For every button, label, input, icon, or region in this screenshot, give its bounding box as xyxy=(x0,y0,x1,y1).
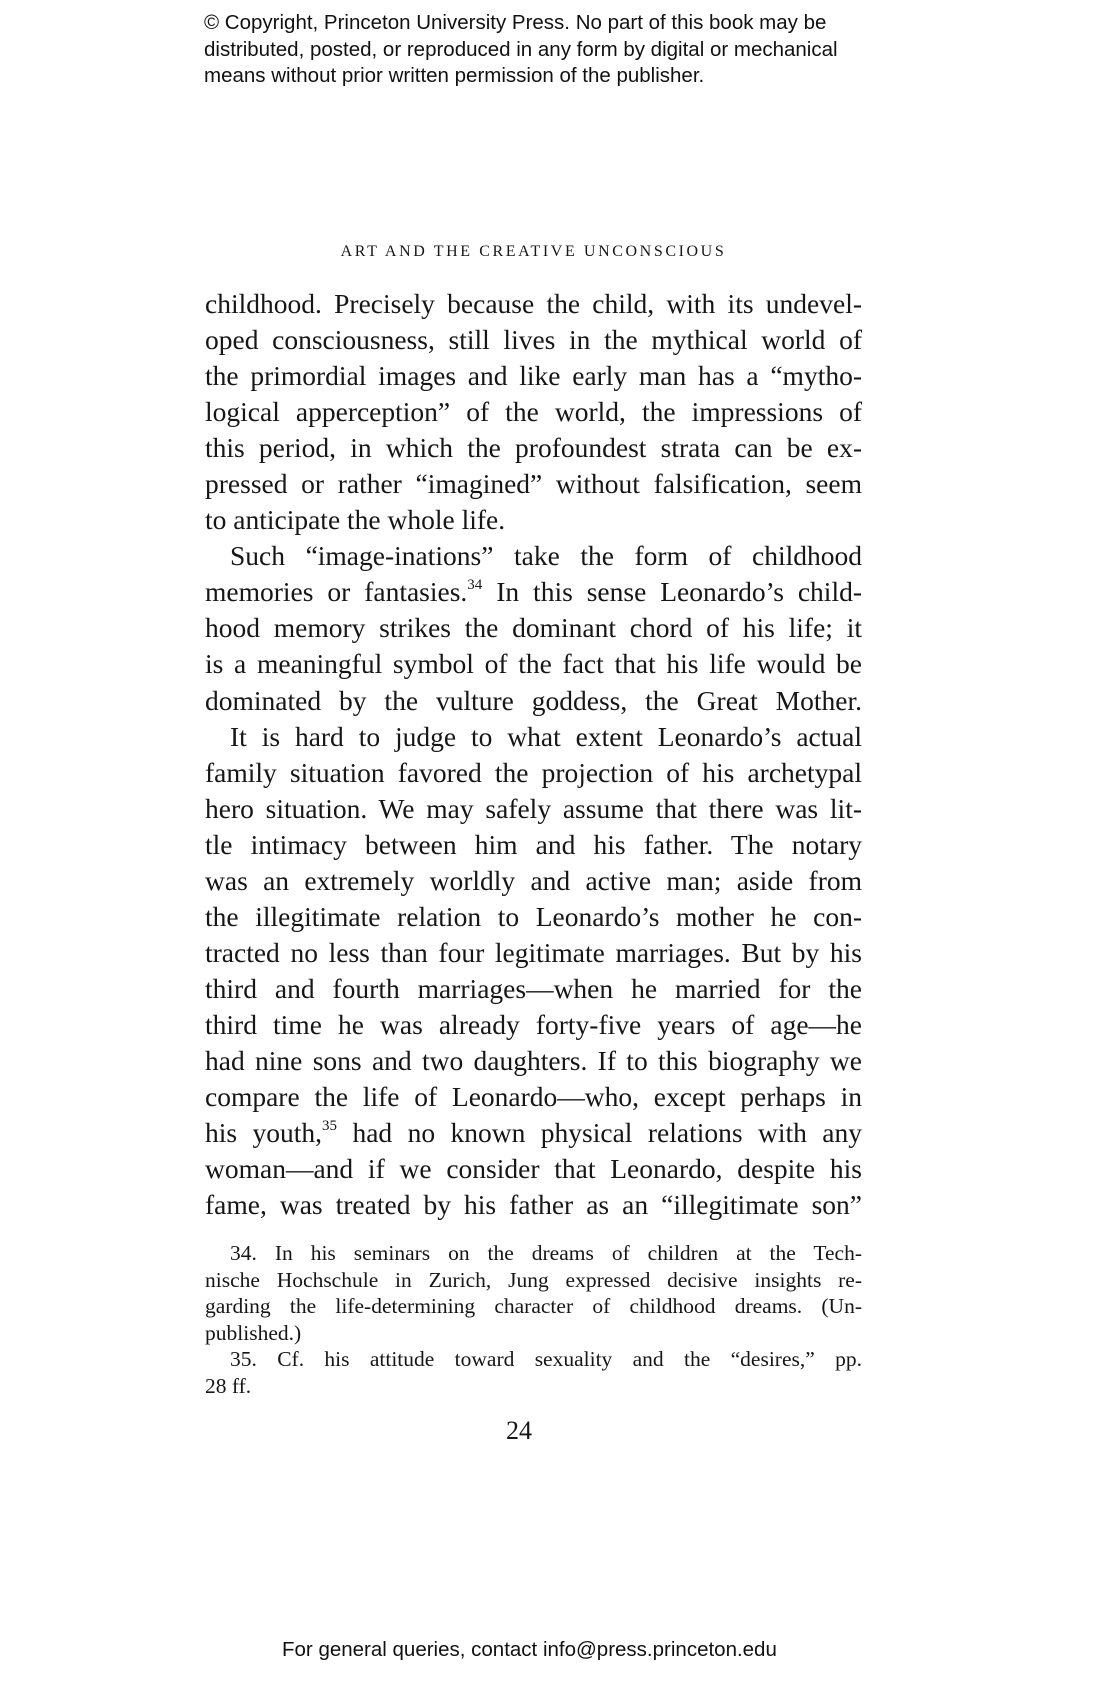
body-line xyxy=(205,322,862,358)
body-line xyxy=(205,286,862,322)
body-line xyxy=(205,1079,862,1115)
line-text: hero situation. We may safely assume that there was lit- xyxy=(205,792,862,824)
line-text: to anticipate the whole life. xyxy=(205,504,506,536)
line-text: 28 ff. xyxy=(205,1373,252,1398)
line-text: fame, was treated by his father as an “illegitimate son” xyxy=(205,1189,862,1221)
body-line xyxy=(205,755,862,791)
line-text: garding the life-determining character of childhood dreams. (Un- xyxy=(205,1294,862,1319)
line-text: had nine sons and two daughters. If to this biography we xyxy=(205,1044,862,1076)
line-text: third and fourth marriages—when he married for the xyxy=(205,972,862,1004)
body-line xyxy=(205,502,862,538)
copyright-line: means without prior written permission of the publisher. xyxy=(204,64,705,87)
body-line xyxy=(205,1043,862,1079)
body-text xyxy=(205,286,862,1223)
line-text: 34. In his seminars on the dreams of children at the Tech- xyxy=(230,1241,862,1265)
body-line xyxy=(205,719,862,755)
line-text: 35. Cf. his attitude toward sexuality and the “desires,” pp. xyxy=(230,1347,862,1372)
line-text: memories or fantasies. xyxy=(205,576,468,608)
body-line xyxy=(205,1007,862,1043)
running-head: ART AND THE CREATIVE UNCONSCIOUS xyxy=(340,243,727,260)
body-line xyxy=(205,683,862,719)
footnote-line xyxy=(205,1320,862,1347)
page-number-container xyxy=(0,1416,1100,1446)
line-text: dominated by the vulture goddess, the Great Mother. xyxy=(205,684,862,716)
body-line xyxy=(205,863,862,899)
body-line xyxy=(205,358,862,394)
line-text: compare the life of Leonardo—who, except perhaps in xyxy=(205,1081,862,1113)
line-text: childhood. Precisely because the child, with its undevel- xyxy=(205,288,862,319)
footnote-line xyxy=(205,1373,862,1400)
copyright-line: distributed, posted, or reproduced in any form by digital or mechanical xyxy=(204,37,838,61)
line-text: the illegitimate relation to Leonardo’s mother he con- xyxy=(205,900,862,932)
body-line xyxy=(205,827,862,863)
line-text: logical apperception” of the world, the impressions of xyxy=(205,396,862,428)
body-line xyxy=(205,610,862,646)
line-text: family situation favored the projection of his archetypal xyxy=(205,756,862,788)
body-line xyxy=(205,899,862,935)
line-text: had no known physical relations with any xyxy=(337,1117,863,1149)
line-text: his youth, xyxy=(205,1117,323,1149)
body-line xyxy=(205,574,862,610)
copyright-notice xyxy=(204,10,838,90)
footnote-reference: 35 xyxy=(322,1117,338,1134)
body-line xyxy=(205,935,862,971)
line-text: pressed or rather “imagined” without falsification, seem xyxy=(205,468,862,500)
body-line xyxy=(205,1151,862,1187)
body-line xyxy=(205,466,862,502)
body-line xyxy=(205,646,862,682)
line-text: the primordial images and like early man has a “mytho- xyxy=(205,360,862,392)
line-text: oped consciousness, still lives in the mythical world of xyxy=(205,324,862,356)
body-line xyxy=(205,791,862,827)
line-text: was an extremely worldly and active man; aside from xyxy=(205,864,862,896)
line-text: tle intimacy between him and his father. The notary xyxy=(205,828,862,860)
line-text: published.) xyxy=(205,1320,302,1345)
footer-contact: For general queries, contact info@press.princeton.edu xyxy=(282,1638,777,1661)
body-line xyxy=(205,1115,862,1151)
line-text: third time he was already forty-five years of age—he xyxy=(205,1008,862,1040)
footnote-line xyxy=(205,1346,862,1373)
body-line xyxy=(205,430,862,466)
footnote-line xyxy=(205,1267,862,1294)
footnote-line xyxy=(205,1293,862,1320)
copyright-line: © Copyright, Princeton University Press. No part of this book may be xyxy=(204,11,827,34)
line-text: hood memory strikes the dominant chord of his life; it xyxy=(205,612,862,644)
line-text: In this sense Leonardo’s child- xyxy=(482,576,862,608)
line-text: tracted no less than four legitimate marriages. But by his xyxy=(205,936,862,968)
line-text: is a meaningful symbol of the fact that his life would be xyxy=(205,648,862,680)
page-number: 24 xyxy=(506,1416,532,1445)
body-line xyxy=(205,1187,862,1223)
body-line xyxy=(205,971,862,1007)
line-text: nische Hochschule in Zurich, Jung expressed decisive insights re- xyxy=(205,1267,862,1292)
line-text: It is hard to judge to what extent Leonardo’s actual xyxy=(230,720,862,752)
body-line xyxy=(205,538,862,574)
footnote-line xyxy=(205,1240,862,1267)
line-text: Such “image-inations” take the form of childhood xyxy=(230,540,862,572)
line-text: woman—and if we consider that Leonardo, despite his xyxy=(205,1153,862,1185)
line-text: this period, in which the profoundest strata can be ex- xyxy=(205,432,862,464)
footnotes xyxy=(205,1240,862,1400)
footnote-reference: 34 xyxy=(467,577,483,594)
body-line xyxy=(205,394,862,430)
